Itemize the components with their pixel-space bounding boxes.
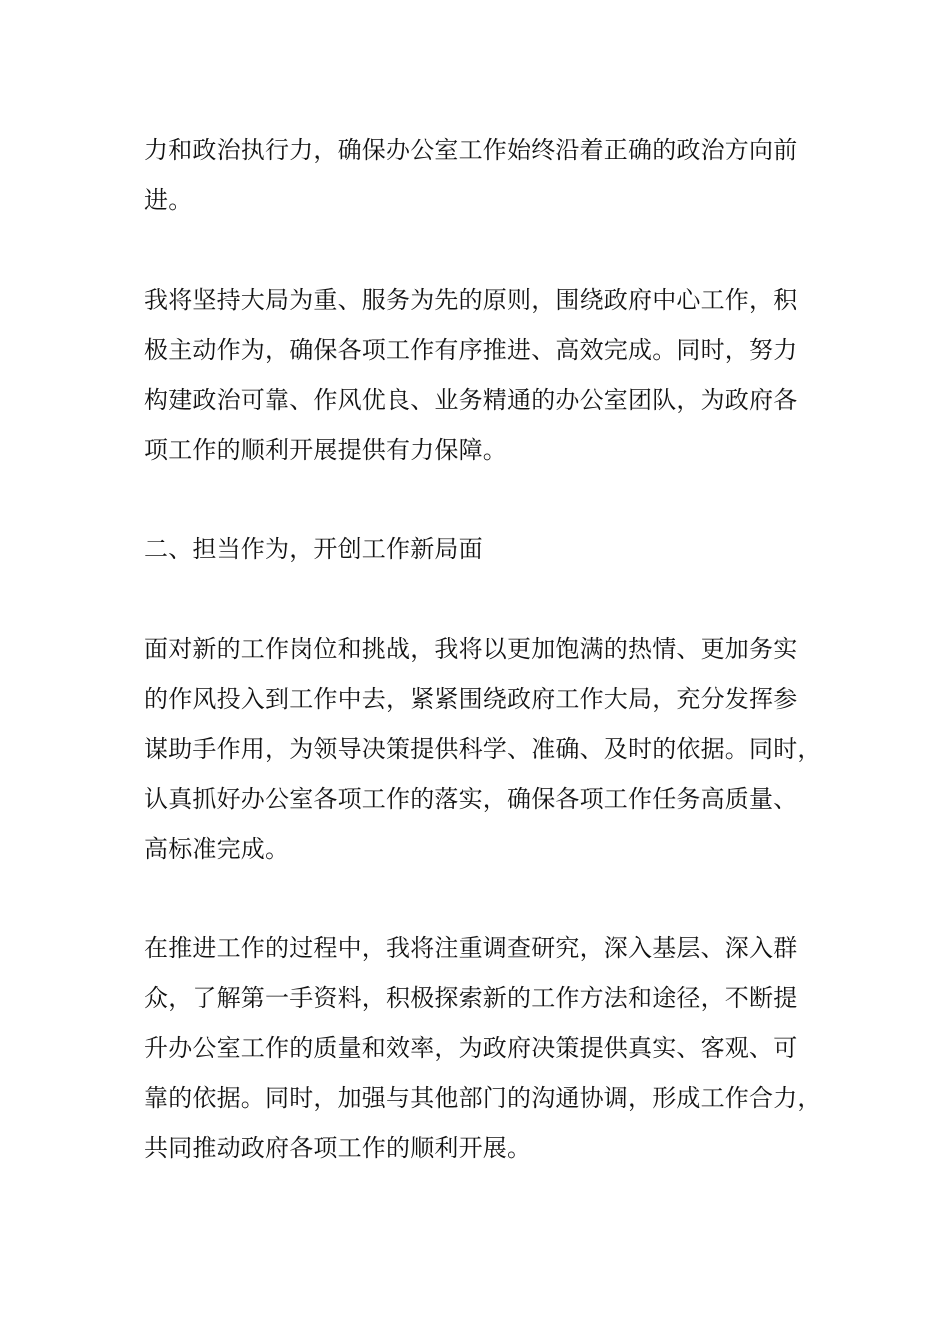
paragraph-2-line-1: 我将坚持大局为重、服务为先的原则，围绕政府中心工作，积 xyxy=(144,286,798,314)
paragraph-2-line-2: 极主动作为，确保各项工作有序推进、高效完成。同时，努力 xyxy=(144,336,798,364)
section-heading: 二、担当作为，开创工作新局面 xyxy=(144,535,483,563)
paragraph-4-line-4: 认真抓好办公室各项工作的落实，确保各项工作任务高质量、 xyxy=(144,785,798,813)
paragraph-5-line-3: 升办公室工作的质量和效率，为政府决策提供真实、客观、可 xyxy=(144,1034,798,1062)
paragraph-4-line-2: 的作风投入到工作中去，紧紧围绕政府工作大局，充分发挥参 xyxy=(144,685,798,713)
paragraph-1-line-2: 进。 xyxy=(144,186,193,214)
paragraph-5-line-1: 在推进工作的过程中，我将注重调查研究，深入基层、深入群 xyxy=(144,934,798,962)
paragraph-5-line-5: 共同推动政府各项工作的顺利开展。 xyxy=(144,1134,532,1162)
paragraph-5-line-2: 众，了解第一手资料，积极探索新的工作方法和途径，不断提 xyxy=(144,984,798,1012)
paragraph-2-line-4: 项工作的顺利开展提供有力保障。 xyxy=(144,436,507,464)
paragraph-2-line-3: 构建政治可靠、作风优良、业务精通的办公室团队，为政府各 xyxy=(144,386,798,414)
paragraph-5-line-4: 靠的依据。同时，加强与其他部门的沟通协调，形成工作合力， xyxy=(144,1084,822,1112)
paragraph-4-line-1: 面对新的工作岗位和挑战，我将以更加饱满的热情、更加务实 xyxy=(144,635,798,663)
paragraph-4-line-5: 高标准完成。 xyxy=(144,835,290,863)
paragraph-1-line-1: 力和政治执行力，确保办公室工作始终沿着正确的政治方向前 xyxy=(144,136,798,164)
paragraph-4-line-3: 谋助手作用，为领导决策提供科学、准确、及时的依据。同时， xyxy=(144,735,822,763)
